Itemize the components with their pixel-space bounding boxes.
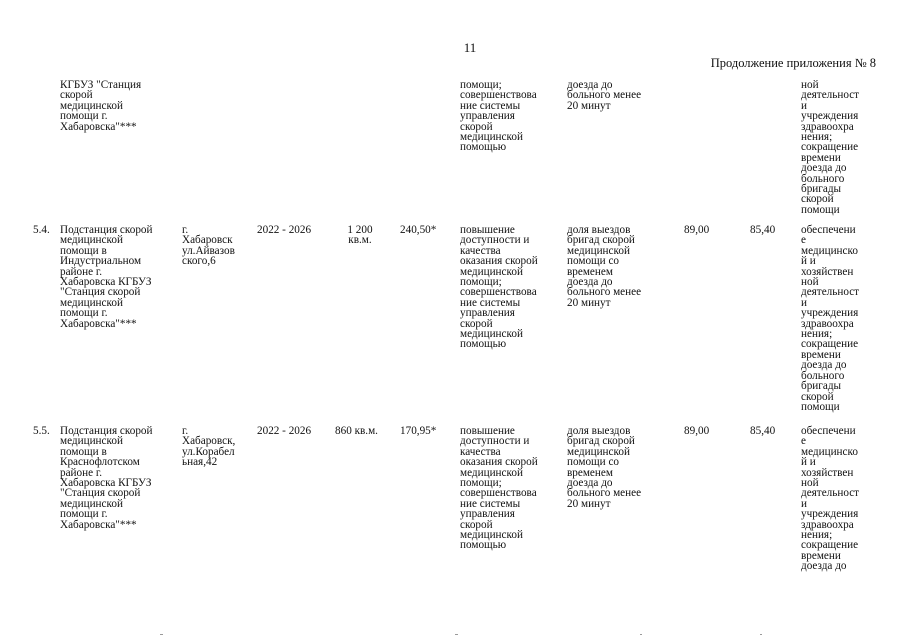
cell-period: 2022 - 2026 bbox=[257, 425, 312, 437]
cell-result: обеспечени е медицинско й и хозяйствен ной деятельност и учреждения здравоохра нения; сокращение времени доезда до больного бригады скорой помощи bbox=[801, 224, 860, 413]
cell-indicator-value-1: 89,00 bbox=[684, 224, 710, 236]
page-number: 11 bbox=[463, 40, 477, 55]
appendix-continuation-note: Продолжение приложения № 8 bbox=[710, 56, 876, 70]
cell-object-name: Подстанция скорой медицинской помощи в Краснофлотском районе г. Хабаровска КГБУЗ "Станция скорой медицинской помощи г. Хабаровска"*** bbox=[60, 425, 153, 531]
cell-capacity: 860 кв.м. bbox=[335, 425, 378, 437]
cell-address: г. Хабаровск ул.Айвазов ского,6 bbox=[182, 224, 235, 268]
cell-capacity: 1 200 кв.м. bbox=[347, 224, 373, 247]
cell-indicator-value-2: 85,40 bbox=[750, 224, 776, 236]
cell-indicator: доезда до больного менее 20 минут bbox=[567, 79, 642, 112]
cell-address: г. Хабаровск, ул.Корабел ьная,42 bbox=[182, 425, 236, 469]
cell-row-number: 5.4. bbox=[33, 224, 50, 236]
cell-result: обеспечени е медицинско й и хозяйствен ной деятельност и учреждения здравоохра нения; сокращение времени доезда до bbox=[801, 425, 860, 573]
cell-indicator: доля выездов бригад скорой медицинской помощи со временем доезда до больного менее 20 минут bbox=[567, 224, 642, 309]
cell-cost: 240,50* bbox=[400, 224, 437, 236]
scan-speck bbox=[640, 634, 642, 635]
cell-goal: повышение доступности и качества оказания скорой медицинской помощи; совершенствова ние системы управления скорой медицинской помощью bbox=[460, 425, 538, 552]
cell-indicator-value-1: 89,00 bbox=[684, 425, 710, 437]
cell-cost: 170,95* bbox=[400, 425, 437, 437]
cell-goal: помощи; совершенствова ние системы управления скорой медицинской помощью bbox=[460, 79, 537, 154]
scan-speck bbox=[760, 634, 762, 635]
cell-row-number: 5.5. bbox=[33, 425, 50, 437]
cell-indicator-value-2: 85,40 bbox=[750, 425, 776, 437]
scan-speck bbox=[160, 634, 163, 635]
cell-goal: повышение доступности и качества оказания скорой медицинской помощи; совершенствова ние системы управления скорой медицинской помощью bbox=[460, 224, 538, 351]
cell-object-name: Подстанция скорой медицинской помощи в Индустриальном районе г. Хабаровска КГБУЗ "Станция скорой медицинской помощи г. Хабаровска"*** bbox=[60, 224, 153, 330]
scan-speck bbox=[455, 634, 458, 635]
cell-period: 2022 - 2026 bbox=[257, 224, 312, 236]
cell-object-name: КГБУЗ "Станция скорой медицинской помощи г. Хабаровска"*** bbox=[60, 79, 142, 133]
cell-indicator: доля выездов бригад скорой медицинской помощи со временем доезда до больного менее 20 минут bbox=[567, 425, 642, 510]
cell-result: ной деятельност и учреждения здравоохра нения; сокращение времени доезда до больного бригады скорой помощи bbox=[801, 79, 860, 216]
